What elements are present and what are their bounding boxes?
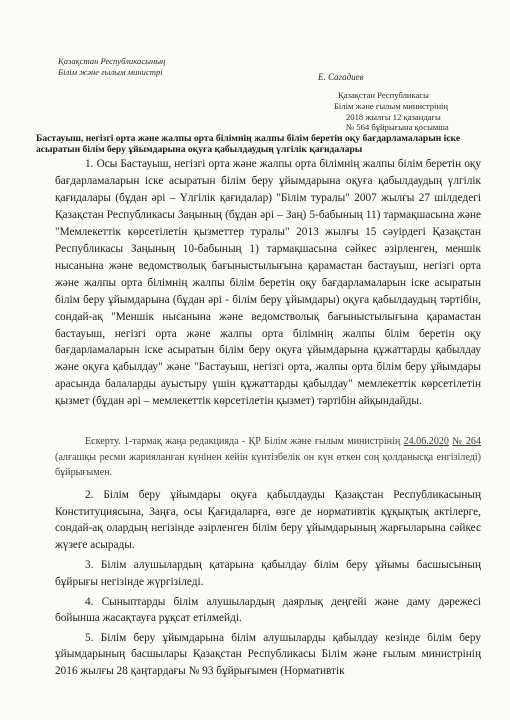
approval-block	[334, 90, 449, 133]
note-number-link[interactable]: № 264	[452, 436, 482, 447]
remaining-text	[55, 487, 481, 683]
paragraph-4: 4. Сыныптарды білім алушылардың даярлық деңгейі және даму дәрежесі бойынша жасақтауға рұқсат етілмейді.	[55, 595, 481, 625]
approval-line-2: Білім және ғылым министрінің	[334, 100, 449, 111]
issuer-line-1: Қазақстан Республикасының	[58, 56, 166, 66]
main-text	[55, 156, 481, 410]
note-suffix: (алғашқы ресми жарияланған күнінен кейін күнтізбелік он күн өткен соң қолданысқа енгізіледі) бұйрығымен.	[55, 451, 481, 479]
paragraph-5: 5. Білім беру ұйымдарына білім алушыларды қабылдау кезінде білім беру ұйымдарының басшылары Қазақстан Республикасы Білім және ғылым министрінің 2016 жылғы 28 қаңтардағы № 93 бұйрығымен (Нормативтік	[55, 631, 481, 677]
approval-line-1: Қазақстан Республикасы	[338, 90, 429, 100]
note-prefix: Ескерту. 1-тармақ жаңа редакцияда - ҚР Білім және ғылым министрінің	[85, 436, 401, 447]
note-paragraph	[55, 434, 481, 481]
issuer-line-2: Білім және ғылым министрі	[58, 67, 163, 77]
note-date-link[interactable]: 24.06.2020	[403, 436, 449, 447]
document-title: Бастауыш, негізгі орта және жалпы орта білімнің жалпы білім беретін оқу бағдарламаларын іске асыратын білім беру ұйымдарына оқуға қабылдаудың үлгілік қағидалары	[36, 133, 461, 156]
approval-line-3: 2018 жылғы 12 қазандағы	[346, 111, 441, 122]
paragraph-3: 3. Білім алушылардың қатарына қабылдау білім беру ұйымы басшысының бұйрығы негізінде жүргізіледі.	[55, 559, 481, 588]
amendment-note	[55, 434, 481, 481]
paragraph-2: 2. Білім беру ұйымдары оқуға қабылдауды Қазақстан Республикасының Конституциясына, Заңға, осы Қағидаларға, өзге де нормативтік құқықтық актілерге, сондай-ақ олардың негізінде әзірленген білім беру ұйымдарының жарғыларына сәйкес жүзеге асырады.	[55, 489, 481, 551]
issuer-block	[58, 56, 165, 78]
paragraph-1: 1. Осы Бастауыш, негізгі орта және жалпы орта білімнің жалпы білім беретін оқу бағдарламаларын іске асыратын білім беру ұйымдарына оқуға қабылдаудың үлгілік қағидалары (бұдан әрі – Үлгілік қағидалар) "Білім туралы" 2007 жылғы 27 шілдедегі Қазақстан Республикасы Заңының (бұдан әрі – Заң) 5-бабының 11) тармақшасына және "Мемлекеттік көрсетілетін қызметтер туралы" 2013 жылғы 15 сәуірдегі Қазақстан Республикасы Заңының 10-бабының 1) тармақшасына сәйкес әзірленген, меншік нысанына және ведомстволық бағыныстылығына қарамастан бастауыш, негізгі орта және жалпы орта білімнің жалпы білім беретін оқу бағдарламаларын іске асыратын білім беру ұйымдарына (бұдан әрі - білім беру ұйымдары) оқуға қабылдаудың тәртібін, сондай-ақ "Меншік нысанына және ведомстволық бағыныстылығына қарамастан бастауыш, негізгі орта және жалпы орта білімнің жалпы білім беретін оқу бағдарламаларын іске асыратын білім беру оқуға ұйымдарына құжаттарды қабылдау және оқуға қабылдау" және "Бастауыш, негізгі орта, жалпы орта білім беру ұйымдары арасында балаларды ауыстыру үшін құжаттарды қабылдау" мемлекеттік көрсетілетін қызмет (бұдан әрі – мемлекеттік көрсетілетін қызмет) тәртібін айқындайды.	[55, 158, 481, 408]
signer-name: Е. Сагадиев	[318, 72, 364, 82]
approval-line-4: № 564 бұйрығына қосымша	[346, 122, 449, 133]
